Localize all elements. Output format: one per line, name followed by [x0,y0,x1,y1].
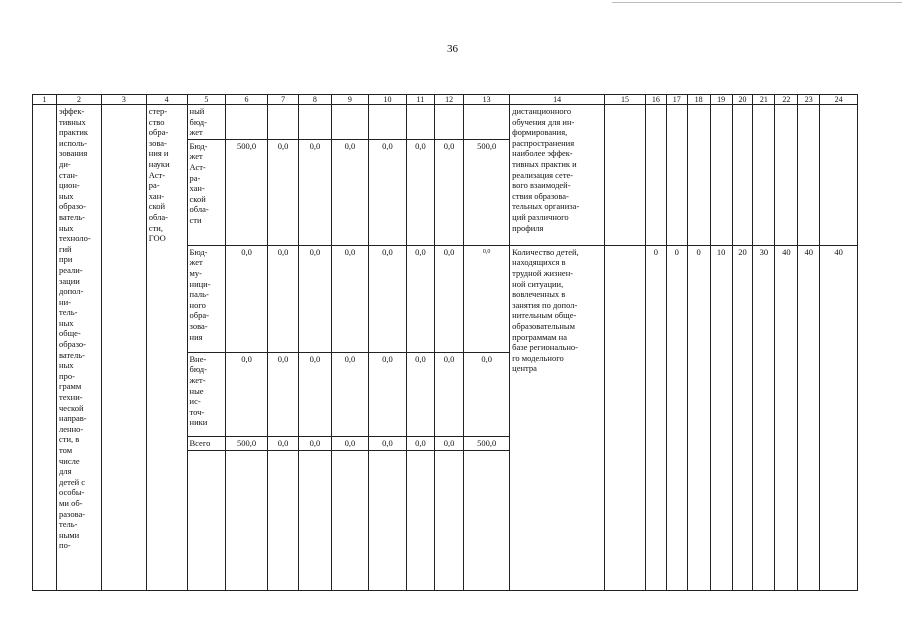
amount-cell: 0,0 [434,139,463,245]
header-cell: 4 [146,95,187,105]
amount-cell: 0,0 [406,245,434,352]
funding-source: Бюд- жет Аст- ра- хан- ской обла- сти [187,139,226,245]
amount-cell: 0,0 [331,245,369,352]
target-value: 40 [798,245,820,590]
empty-cell [753,105,775,246]
amount-cell: 0,0 [369,139,407,245]
header-cell: 15 [605,95,646,105]
header-cell: 16 [645,95,666,105]
amount-cell: 0,0 [299,139,331,245]
header-cell: 21 [753,95,775,105]
amount-cell: 0,0 [369,436,407,450]
amount-cell [331,105,369,140]
header-cell: 1 [33,95,57,105]
amount-cell: 0,0 [406,352,434,436]
empty-cell [267,450,298,590]
target-value: 40 [775,245,798,590]
header-cell: 13 [464,95,510,105]
amount-cell [267,105,298,140]
amount-cell: 500,0 [226,436,268,450]
amount-cell: 0,0 [464,245,510,352]
header-cell: 24 [820,95,858,105]
header-cell: 5 [187,95,226,105]
empty-cell [331,450,369,590]
amount-cell [434,105,463,140]
amount-cell: 0,0 [464,352,510,436]
amount-cell: 0,0 [434,436,463,450]
amount-cell: 0,0 [369,352,407,436]
empty-cell [33,105,57,591]
amount-cell: 0,0 [226,245,268,352]
empty-cell [732,105,753,246]
empty-cell [226,450,268,590]
amount-cell: 500,0 [464,139,510,245]
indicator-description: дистанционного обучения для ин- формирования, распространения наиболее эффек- тивных практик и реализация сете- вого взаимодей- ствия образова- тельных организа- ций различного профиля [510,105,605,246]
top-edge-line [612,2,902,3]
empty-cell [820,105,858,246]
budget-row-federal [33,105,858,140]
amount-cell [369,105,407,140]
amount-cell: 0,0 [331,352,369,436]
header-row [33,95,858,105]
header-cell: 6 [226,95,268,105]
amount-cell: 0,0 [299,436,331,450]
empty-cell [187,450,226,590]
target-value: 0 [666,245,687,590]
executor-cell: стер- ство обра- зова- ния и науки Аст- ра- хан- ской обла- сти, ГОО [146,105,187,591]
amount-cell: 0,0 [226,352,268,436]
target-value: 20 [732,245,753,590]
funding-source: Всего [187,436,226,450]
amount-cell: 0,0 [434,352,463,436]
amount-cell: 0,0 [267,352,298,436]
indicator-description: Количество детей, находящихся в трудной жизнен- ной ситуации, вовлеченных в занятия по допол- нительным обще- образовательным программам на базе регионально- го модельного центра [510,245,605,590]
amount-cell: 0,0 [434,245,463,352]
empty-cell [775,105,798,246]
amount-cell [226,105,268,140]
amount-cell: 0,0 [299,352,331,436]
empty-cell [645,105,666,246]
target-value: 0 [645,245,666,590]
header-cell: 2 [57,95,102,105]
header-cell: 12 [434,95,463,105]
header-cell: 11 [406,95,434,105]
header-cell: 14 [510,95,605,105]
amount-cell: 0,0 [369,245,407,352]
empty-cell [434,450,463,590]
amount-cell: 0,0 [331,139,369,245]
empty-cell [687,105,710,246]
amount-cell [299,105,331,140]
amount-cell: 0,0 [406,436,434,450]
header-cell: 19 [710,95,732,105]
target-value: 30 [753,245,775,590]
empty-cell [710,105,732,246]
empty-cell [299,450,331,590]
amount-cell: 0,0 [331,436,369,450]
activity-description: эффек- тивных практик исполь- зования ди- стан- цион- ных образо- ватель- ных техноло- гий при реали- зации допол- ни- тель- ных обще- образо- ватель- ных про- грамм техни- ческой направ- ленно- сти, в том числе для детей с особы- ми об- разова- тель- ными по- [57,105,102,591]
amount-cell: 0,0 [267,436,298,450]
funding-source: Бюд- жет му- ници- паль- ного обра- зова- ния [187,245,226,352]
header-cell: 22 [775,95,798,105]
header-cell: 20 [732,95,753,105]
amount-cell: 500,0 [464,436,510,450]
empty-cell [369,450,407,590]
amount-cell: 0,0 [406,139,434,245]
amount-cell: 0,0 [299,245,331,352]
header-cell: 10 [369,95,407,105]
target-value: 40 [820,245,858,590]
amount-cell [464,105,510,140]
header-cell: 8 [299,95,331,105]
amount-cell: 0,0 [267,139,298,245]
empty-cell [798,105,820,246]
empty-cell [464,450,510,590]
amount-cell: 0,0 [267,245,298,352]
funding-source: Вне- бюд- жет- ные ис- точ- ники [187,352,226,436]
budget-table [32,94,858,591]
header-cell: 3 [101,95,146,105]
empty-cell [406,450,434,590]
amount-cell [406,105,434,140]
empty-cell [666,105,687,246]
target-value: 0 [687,245,710,590]
target-value: 10 [710,245,732,590]
header-cell: 9 [331,95,369,105]
page-number: 36 [447,43,458,55]
empty-cell [101,105,146,591]
header-cell: 7 [267,95,298,105]
amount-cell: 500,0 [226,139,268,245]
empty-cell [605,245,646,590]
funding-source: ный бюд- жет [187,105,226,140]
header-cell: 23 [798,95,820,105]
header-cell: 17 [666,95,687,105]
header-cell: 18 [687,95,710,105]
empty-cell [605,105,646,246]
